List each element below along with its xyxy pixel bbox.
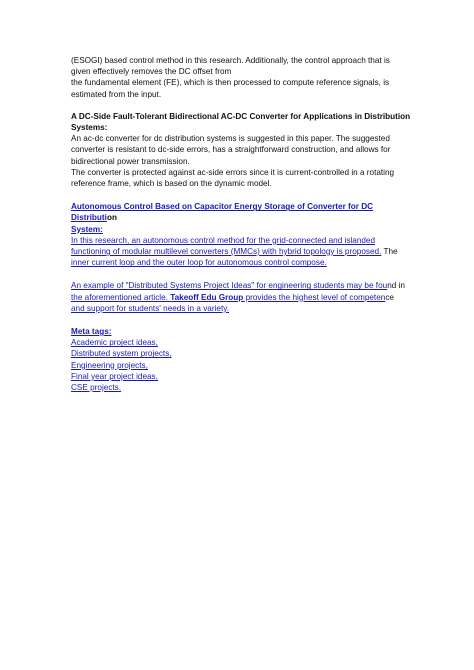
body-link-line xyxy=(71,246,414,257)
meta-tag-link-engineering[interactable]: Engineering projects, xyxy=(71,360,148,370)
section-dc-side-fault-tolerant xyxy=(71,111,414,189)
body-link-line xyxy=(71,280,414,291)
section-autonomous-control xyxy=(71,201,414,268)
meta-tag-item xyxy=(71,360,414,371)
meta-tag-link-cse[interactable]: CSE projects. xyxy=(71,383,122,393)
title-tail-text: on xyxy=(106,213,117,223)
meta-tag-link-distributed[interactable]: Distributed system projects, xyxy=(71,349,172,359)
section-heading-link-line xyxy=(71,201,414,223)
meta-tag-item xyxy=(71,371,414,382)
article-link-cont[interactable]: provides the highest level of competen xyxy=(243,292,386,302)
body-line: The converter is protected against ac-side errors since it is current-controlled in a rotating xyxy=(71,167,395,177)
meta-tags-section xyxy=(71,326,414,393)
intro-line-4: estimated from the input. xyxy=(71,89,162,99)
meta-tag-item xyxy=(71,337,414,348)
meta-tags-heading xyxy=(71,326,414,337)
autonomous-control-title-link[interactable]: Autonomous Control Based on Capacitor Energy Storage of Converter for DC Distributi xyxy=(71,202,374,223)
meta-tag-item xyxy=(71,348,414,359)
section-heading-link-line-2 xyxy=(71,224,414,235)
section-heading xyxy=(71,111,414,133)
meta-tag-item xyxy=(71,382,414,393)
project-ideas-link[interactable]: An example of "Distributed Systems Project Ideas" for engineering students may be fou xyxy=(71,281,388,291)
meta-tag-link-final-year[interactable]: Final year project ideas, xyxy=(71,371,158,381)
section-project-ideas xyxy=(71,280,414,314)
section-heading-line-1: A DC-Side Fault-Tolerant Bidirectional AC-DC Converter for Applications in Distribution xyxy=(71,111,411,121)
body-link-line xyxy=(71,257,414,268)
intro-paragraph xyxy=(71,55,414,100)
autonomous-control-title-link-2[interactable]: System: xyxy=(71,224,103,234)
takeoff-edu-group-link[interactable]: Takeoff Edu Group xyxy=(170,292,244,302)
support-link[interactable]: and support for students' needs in a variety. xyxy=(71,303,229,313)
meta-tags-list xyxy=(71,337,414,393)
meta-tags-title[interactable]: Meta tags: xyxy=(71,327,112,337)
body-link-line xyxy=(71,292,414,303)
body-tail-text: nd in xyxy=(387,281,405,291)
article-link[interactable]: the aforementioned article. xyxy=(71,292,171,302)
body-line: converter is resistant to dc-side errors, has a straightforward construction, and allows for xyxy=(71,145,391,155)
body-link[interactable]: functioning of modular multilevel converters (MMCs) with hybrid topology is proposed. xyxy=(71,247,382,257)
meta-tag-link-academic[interactable]: Academic project ideas, xyxy=(71,338,158,348)
body-link-line xyxy=(71,235,414,246)
body-tail-text: The xyxy=(381,247,398,257)
body-line: An ac-dc converter for dc distribution systems is suggested in this paper. The suggested xyxy=(71,134,390,144)
body-link[interactable]: In this research, an autonomous control method for the grid-connected and islanded xyxy=(71,235,376,245)
intro-line-1: (ESOGI) based control method in this research. Additionally, the control approach that is xyxy=(71,56,390,65)
intro-line-2: given effectively removes the DC offset from xyxy=(71,67,232,77)
body-line: reference frame, which is based on the dynamic model. xyxy=(71,179,272,189)
body-link-line xyxy=(71,303,414,314)
body-tail-text: ce xyxy=(385,292,394,302)
intro-line-3: the fundamental element (FE), which is then processed to compute reference signals, is xyxy=(71,78,390,88)
body-line: bidirectional power transmission. xyxy=(71,156,190,166)
section-heading-line-2: Systems: xyxy=(71,123,108,133)
body-link[interactable]: inner current loop and the outer loop for autonomous control compose. xyxy=(71,258,327,268)
